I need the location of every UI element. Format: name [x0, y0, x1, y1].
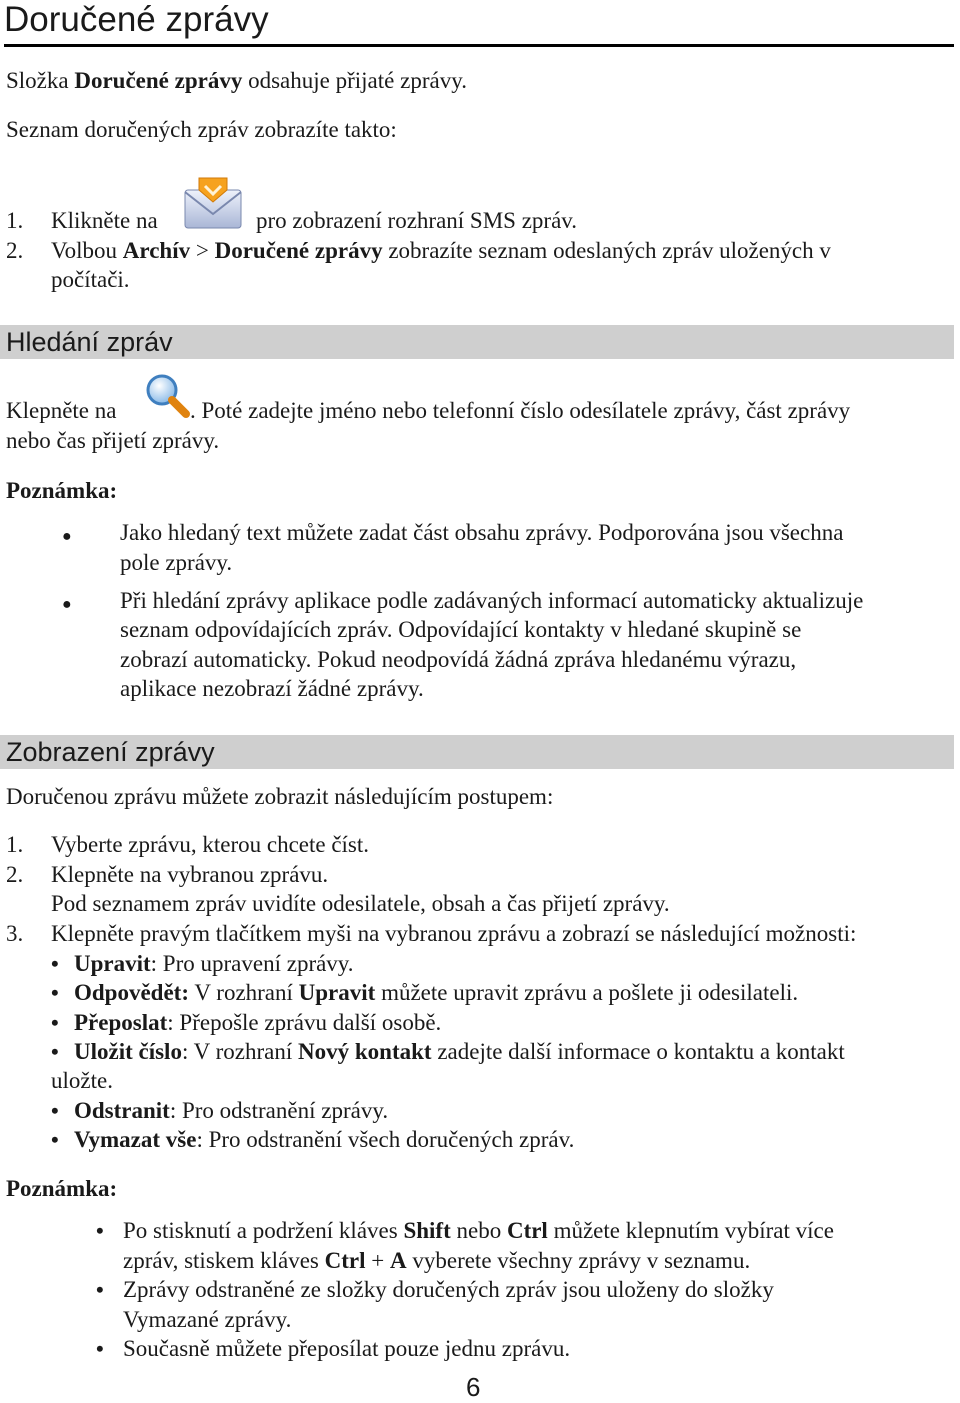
- search-text-continued: . Poté zadejte jméno nebo telefonní číslo odesílatele zprávy, část zprávy: [190, 398, 851, 423]
- bullet-icon: •: [96, 1336, 104, 1361]
- option-item: Přeposlat: Přepošle zprávu další osobě.: [74, 1010, 442, 1035]
- bullet-icon: •: [96, 1218, 104, 1243]
- section-heading-view: Zobrazení zprávy: [0, 735, 954, 769]
- note-line: Vymazané zprávy.: [123, 1307, 292, 1332]
- view-intro: Doručenou zprávu můžete zobrazit následujícím postupem:: [6, 784, 554, 809]
- step-text-continued: Pod seznamem zpráv uvidíte odesilatele, obsah a čas přijetí zprávy.: [51, 891, 670, 916]
- bullet-icon: •: [96, 1277, 104, 1302]
- step-number: 1.: [6, 832, 24, 857]
- note-line: zpráv, stiskem kláves Ctrl + A vyberete všechny zprávy v seznamu.: [123, 1248, 751, 1273]
- option-item-continued: uložte.: [51, 1068, 113, 1093]
- option-item: Upravit: Pro upravení zprávy.: [74, 951, 354, 976]
- step-number: 1.: [6, 208, 24, 233]
- intro-paragraph-2: Seznam doručených zpráv zobrazíte takto:: [6, 117, 397, 142]
- search-text-line2: nebo čas přijetí zprávy.: [6, 428, 220, 453]
- note-line: Po stisknutí a podržení kláves Shift nebo Ctrl můžete klepnutím vybírat více: [123, 1218, 834, 1243]
- step-text: Klikněte na: [51, 208, 158, 233]
- bullet-icon: •: [51, 1010, 59, 1035]
- note-label: Poznámka:: [6, 478, 118, 503]
- search-text: Klepněte na: [6, 398, 117, 423]
- bullet-icon: •: [51, 951, 59, 976]
- option-item: Vymazat vše: Pro odstranění všech doručených zpráv.: [74, 1127, 575, 1152]
- note-bullet-line: Při hledání zprávy aplikace podle zadávaných informací automaticky aktualizuje: [120, 588, 864, 613]
- bullet-icon: •: [51, 1098, 59, 1123]
- bullet-icon: ●: [62, 596, 72, 613]
- page-title: Doručené zprávy: [4, 0, 954, 47]
- step-text-continued: pro zobrazení rozhraní SMS zpráv.: [256, 208, 578, 233]
- step-text: Vyberte zprávu, kterou chcete číst.: [51, 832, 370, 857]
- note-bullet-line: pole zprávy.: [120, 550, 233, 575]
- step-text-continued: počítači.: [51, 267, 130, 292]
- step-number: 2.: [6, 238, 24, 263]
- intro-paragraph: Složka Doručené zprávy odsahuje přijaté zprávy.: [6, 68, 467, 93]
- note-bullet-line: aplikace nezobrazí žádné zprávy.: [120, 676, 424, 701]
- step-text: Klepněte pravým tlačítkem myši na vybranou zprávu a zobrazí se následující možnosti:: [51, 921, 857, 946]
- note-bullet-line: zobrazí automaticky. Pokud neodpovídá žádná zpráva hledanému výrazu,: [120, 647, 797, 672]
- bullet-icon: •: [51, 1039, 59, 1064]
- note-bullet-line: seznam odpovídajících zpráv. Odpovídající kontakty v hledané skupině se: [120, 617, 802, 642]
- step-text: Volbou Archív > Doručené zprávy zobrazíte seznam odeslaných zpráv uložených v: [51, 238, 831, 263]
- section-heading-search: Hledání zpráv: [0, 325, 954, 359]
- note-label: Poznámka:: [6, 1176, 118, 1201]
- option-item: Odstranit: Pro odstranění zprávy.: [74, 1098, 389, 1123]
- bullet-icon: •: [51, 980, 59, 1005]
- note-bullet-line: Jako hledaný text můžete zadat část obsahu zprávy. Podporována jsou všechna: [120, 520, 844, 545]
- bullet-icon: •: [51, 1127, 59, 1152]
- note-line: Zprávy odstraněné ze složky doručených zpráv jsou uloženy do složky: [123, 1277, 774, 1302]
- option-item: Odpovědět: V rozhraní Upravit můžete upravit zprávu a pošlete ji odesilateli.: [74, 980, 799, 1005]
- bullet-icon: ●: [62, 528, 72, 545]
- option-item: Uložit číslo: V rozhraní Nový kontakt zadejte další informace o kontaktu a kontakt: [74, 1039, 845, 1064]
- step-number: 3.: [6, 921, 24, 946]
- step-text: Klepněte na vybranou zprávu.: [51, 862, 329, 887]
- mail-envelope-icon: [183, 176, 243, 232]
- page-number: 6: [466, 1372, 481, 1402]
- step-number: 2.: [6, 862, 24, 887]
- note-line: Současně můžete přeposílat pouze jednu zprávu.: [123, 1336, 571, 1361]
- magnifier-search-icon: [142, 372, 192, 422]
